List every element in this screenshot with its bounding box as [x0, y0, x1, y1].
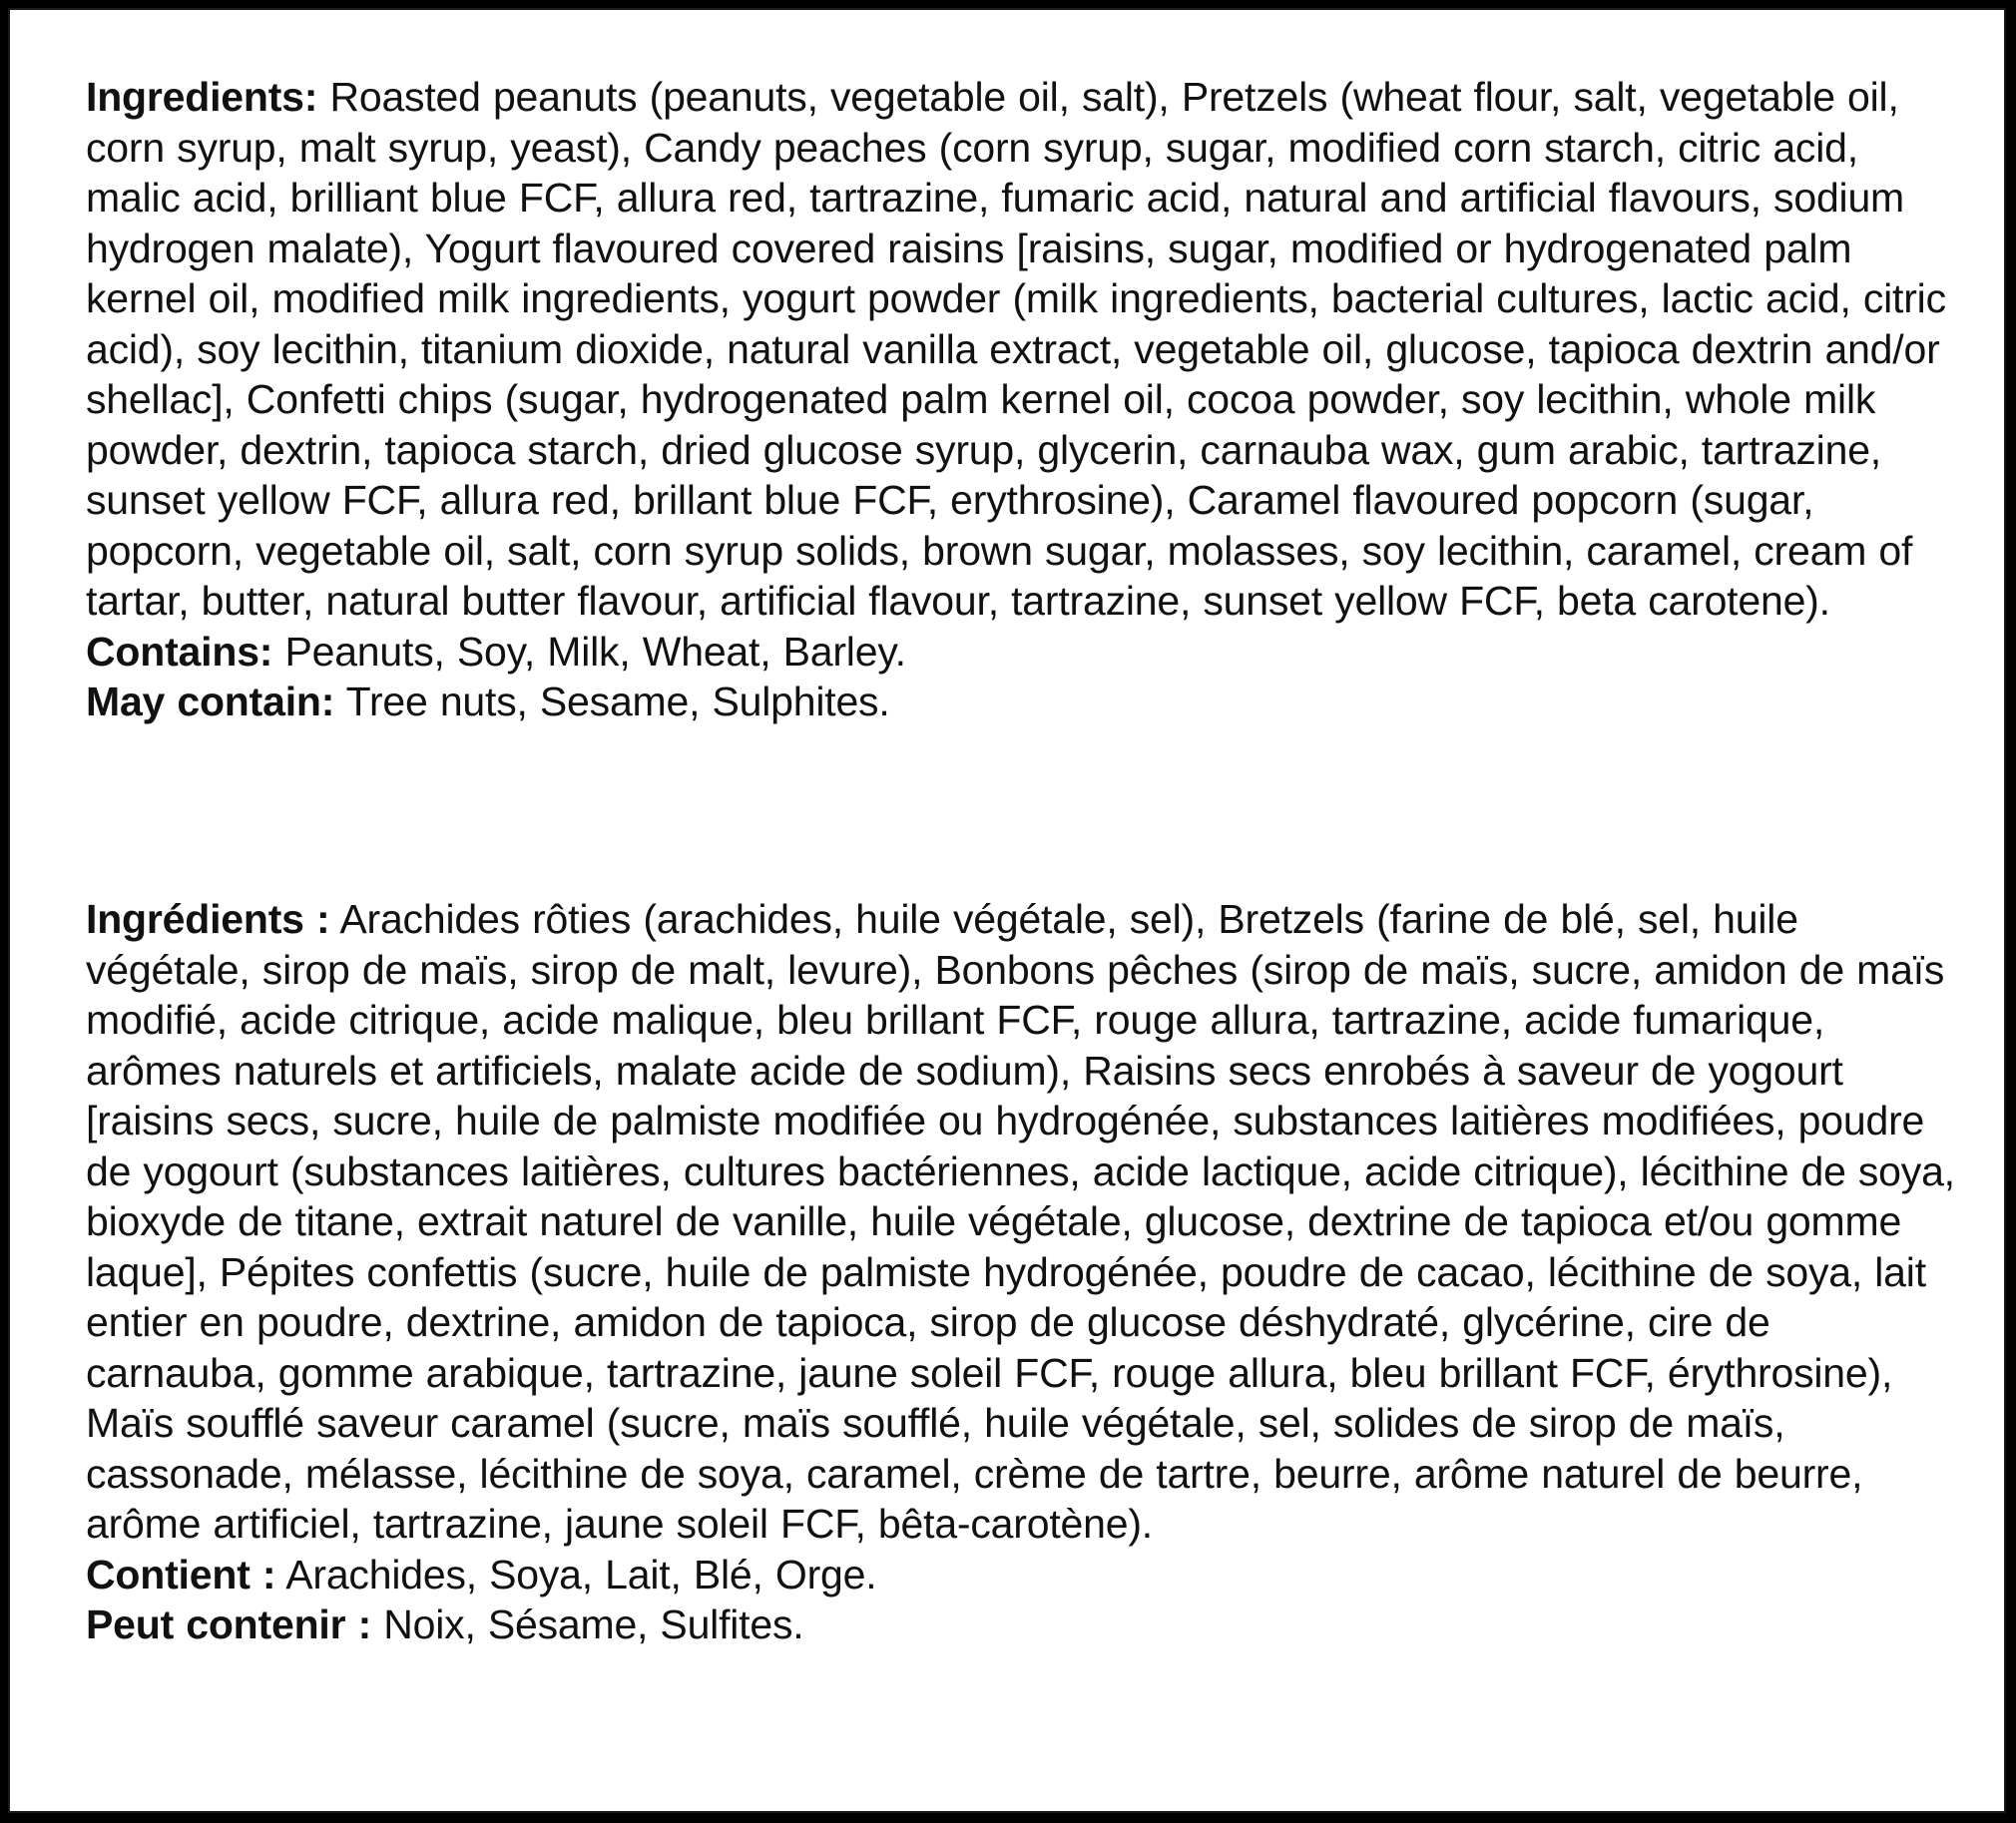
french-section: [86, 894, 1962, 1650]
english-contains-text: Peanuts, Soy, Milk, Wheat, Barley.: [284, 628, 906, 675]
french-ingredients-text: Arachides rôties (arachides, huile végétale, sel), Bretzels (farine de blé, sel, huile végétale, sirop de maïs, sirop de malt, levure), Bonbons pêches (sirop de maïs, sucre, amidon de maïs modifié, acide citrique, acide malique, bleu brillant FCF, rouge allura, tartrazine, acide fumarique, arômes naturels et artificiels, malate acide de sodium), Raisins secs enrobés à saveur de yogourt [raisins secs, sucre, huile de palmiste modifiée ou hydrogénée, substances laitières modifiées, poudre de yogourt (substances laitières, cultures bactériennes, acide lactique, acide citrique), lécithine de soya, bioxyde de titane, extrait naturel de vanille, huile végétale, glucose, dextrine de tapioca et/ou gomme laque], Pépites confettis (sucre, huile de palmiste hydrogénée, poudre de cacao, lécithine de soya, lait entier en poudre, dextrine, amidon de tapioca, sirop de glucose déshydraté, glycérine, cire de carnauba, gomme arabique, tartrazine, jaune soleil FCF, rouge allura, bleu brillant FCF, érythrosine), Maïs soufflé saveur caramel (sucre, maïs soufflé, huile végétale, sel, solides de sirop de maïs, cassonade, mélasse, lécithine de soya, caramel, crème de tartre, beurre, arôme naturel de beurre, arôme artificiel, tartrazine, jaune soleil FCF, bêta-carotène).: [86, 896, 1955, 1547]
english-may-contain-label: May contain:: [86, 679, 335, 724]
french-may-contain-text: Noix, Sésame, Sulfites.: [383, 1601, 804, 1647]
french-may-contain-line: [86, 1599, 1962, 1650]
french-may-contain-label: Peut contenir :: [86, 1601, 372, 1647]
english-contains-line: [86, 627, 1962, 678]
english-may-contain-text: Tree nuts, Sesame, Sulphites.: [345, 679, 890, 724]
english-may-contain-line: [86, 677, 1962, 727]
french-contains-line: [86, 1550, 1962, 1600]
french-contains-label: Contient :: [86, 1551, 276, 1597]
english-contains-label: Contains:: [86, 628, 273, 675]
english-ingredients-text: Roasted peanuts (peanuts, vegetable oil, salt), Pretzels (wheat flour, salt, vegetable oil, corn syrup, malt syrup, yeast), Candy peaches (corn syrup, sugar, modified corn starch, citric acid, malic acid, brilliant blue FCF, allura red, tartrazine, fumaric acid, natural and artificial flavours, sodium hydrogen malate), Yogurt flavoured covered raisins [raisins, sugar, modified or hydrogenated palm kernel oil, modified milk ingredients, yogurt powder (milk ingredients, bacterial cultures, lactic acid, citric acid), soy lecithin, titanium dioxide, natural vanilla extract, vegetable oil, glucose, tapioca dextrin and/or shellac], Confetti chips (sugar, hydrogenated palm kernel oil, cocoa powder, soy lecithin, whole milk powder, dextrin, tapioca starch, dried glucose syrup, glycerin, carnauba wax, gum arabic, tartrazine, sunset yellow FCF, allura red, brillant blue FCF, erythrosine), Caramel flavoured popcorn (sugar, popcorn, vegetable oil, salt, corn syrup solids, brown sugar, molasses, soy lecithin, caramel, cream of tartar, butter, natural butter flavour, artificial flavour, tartrazine, sunset yellow FCF, beta carotene).: [86, 74, 1946, 624]
english-ingredients-label: Ingredients:: [86, 74, 318, 120]
english-section: [86, 72, 1962, 727]
french-ingredients-label: Ingrédients :: [86, 896, 330, 942]
ingredient-label-panel: [8, 8, 2006, 1813]
english-ingredients-paragraph: [86, 72, 1962, 627]
french-ingredients-paragraph: [86, 894, 1962, 1550]
french-contains-text: Arachides, Soya, Lait, Blé, Orge.: [285, 1551, 877, 1597]
